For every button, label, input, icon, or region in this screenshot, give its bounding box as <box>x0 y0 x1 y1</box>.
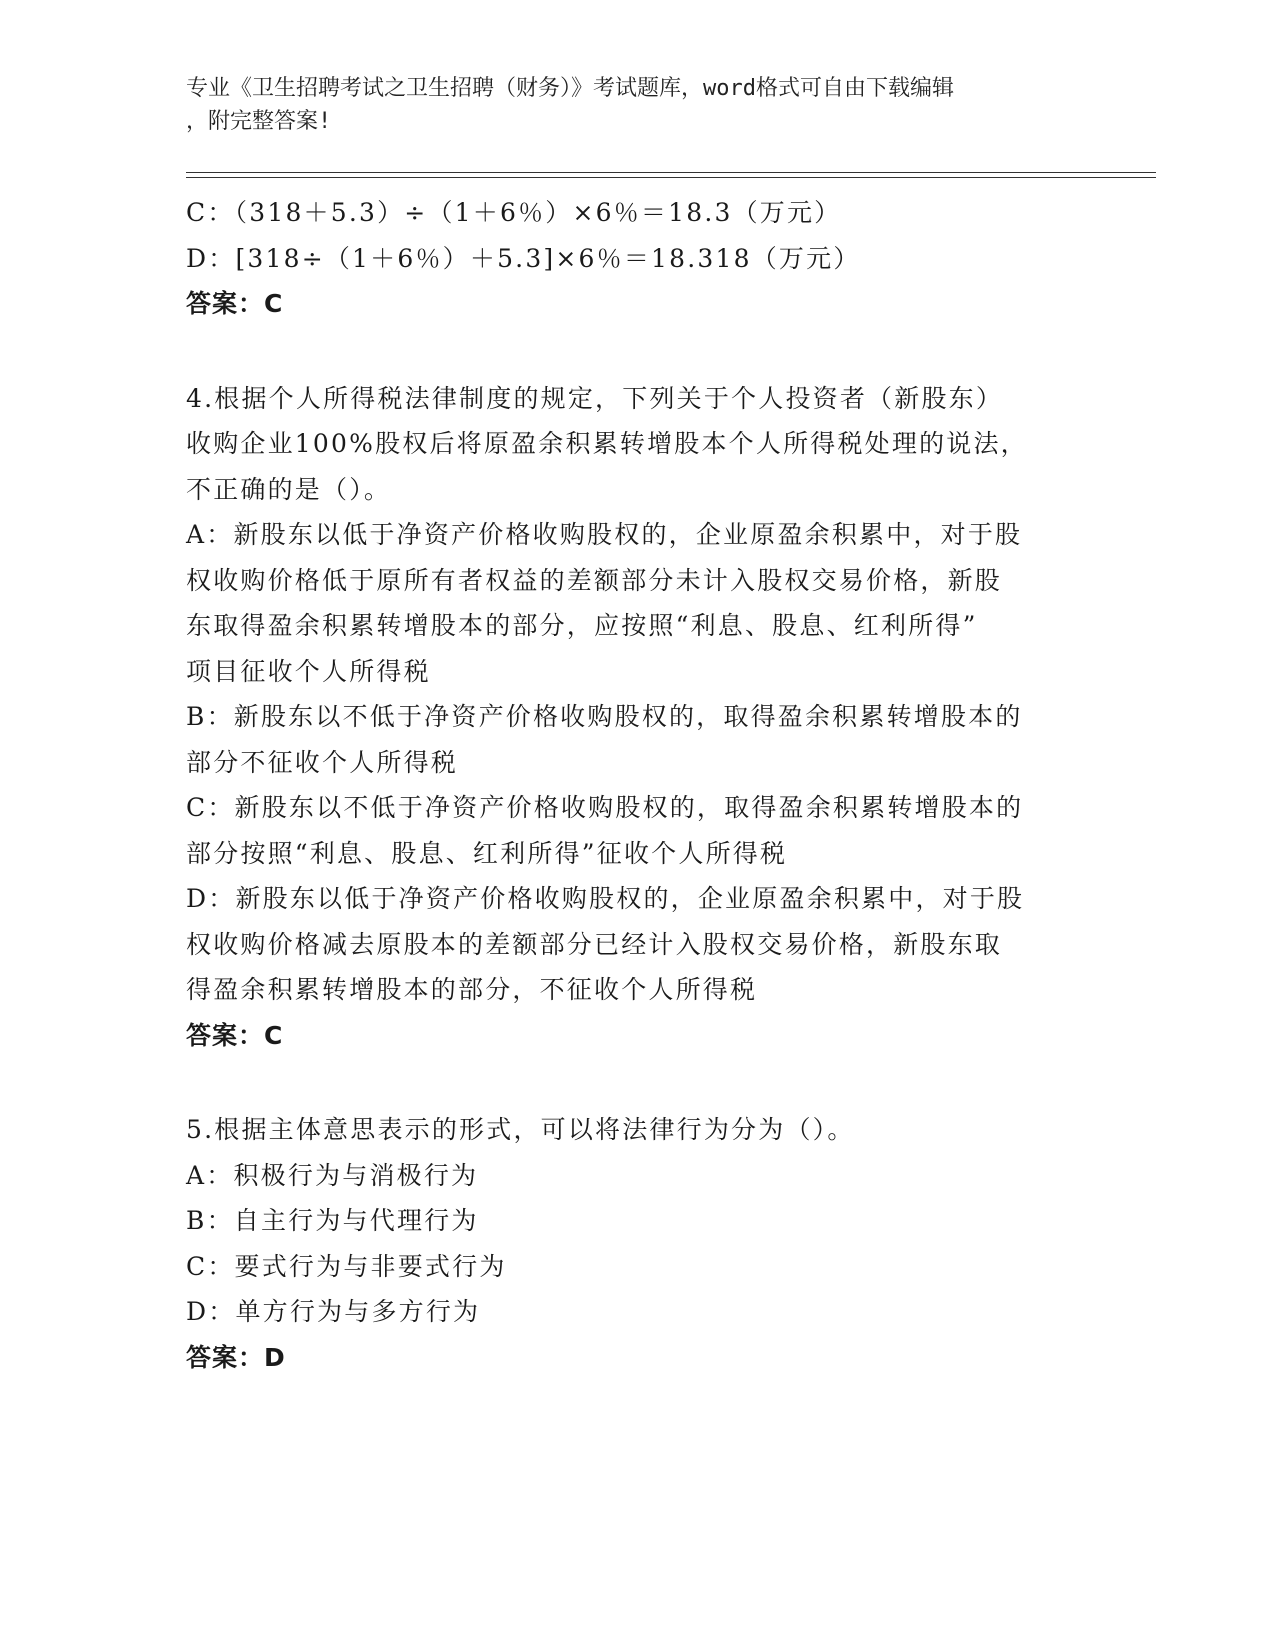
question-stem-line: 不正确的是（）。 <box>186 474 392 504</box>
option-d-line: D：新股东以低于净资产价格收购股权的，企业原盈余积累中，对于股 <box>186 884 1025 913</box>
document-header <box>186 72 1086 138</box>
option-c: C：（318＋5.3）÷（1＋6％）×6％＝18.3（万元） <box>186 198 842 227</box>
option-b-line: B：新股东以不低于净资产价格收购股权的，取得盈余积累转增股本的 <box>186 702 1023 731</box>
question-4 <box>186 376 1086 1059</box>
question-stem-line: 收购企业100%股权后将原盈余积累转增股本个人所得税处理的说法， <box>186 429 1028 458</box>
option-c: C：要式行为与非要式行为 <box>186 1251 507 1281</box>
spacer <box>186 1058 1086 1107</box>
option-d: D：单方行为与多方行为 <box>186 1297 481 1326</box>
option-a-line: 权收购价格低于原所有者权益的差额部分未计入股权交易价格，新股 <box>186 565 1003 595</box>
option-a-line: 东取得盈余积累转增股本的部分，应按照“利息、股息、红利所得” <box>186 611 978 640</box>
option-b-line: 部分不征收个人所得税 <box>186 747 459 777</box>
header-line-2: ，附完整答案! <box>186 109 332 134</box>
option-c-line: C：新股东以不低于净资产价格收购股权的，取得盈余积累转增股本的 <box>186 793 1024 822</box>
option-d-line: 得盈余积累转增股本的部分，不征收个人所得税 <box>186 975 758 1004</box>
option-d: D：[318÷（1＋6％）＋5.3]×6％＝18.318（万元） <box>186 243 861 273</box>
answer-line: 答案：C <box>186 1020 284 1050</box>
question-content <box>186 190 1086 1380</box>
previous-question-tail <box>186 190 1086 327</box>
option-a: A：积极行为与消极行为 <box>186 1160 479 1190</box>
option-b: B：自主行为与代理行为 <box>186 1206 479 1235</box>
header-divider-top <box>186 172 1156 173</box>
header-line-1: 专业《卫生招聘考试之卫生招聘（财务）》考试题库，word格式可自由下载编辑 <box>186 76 954 101</box>
option-a-line: 项目征收个人所得税 <box>186 656 431 686</box>
header-divider-bottom <box>186 177 1156 178</box>
option-d-line: 权收购价格减去原股本的差额部分已经计入股权交易价格，新股东取 <box>186 929 1003 959</box>
answer-line: 答案：D <box>186 1342 286 1372</box>
question-5 <box>186 1107 1086 1380</box>
question-stem-line: 5.根据主体意思表示的形式，可以将法律行为分为（）。 <box>186 1115 855 1144</box>
question-stem-line: 4.根据个人所得税法律制度的规定，下列关于个人投资者（新股东） <box>186 383 1004 413</box>
answer-line: 答案：C <box>186 289 284 318</box>
option-a-line: A：新股东以低于净资产价格收购股权的，企业原盈余积累中，对于股 <box>186 520 1023 549</box>
spacer <box>186 327 1086 376</box>
option-c-line: 部分按照“利息、股息、红利所得”征收个人所得税 <box>186 838 788 868</box>
